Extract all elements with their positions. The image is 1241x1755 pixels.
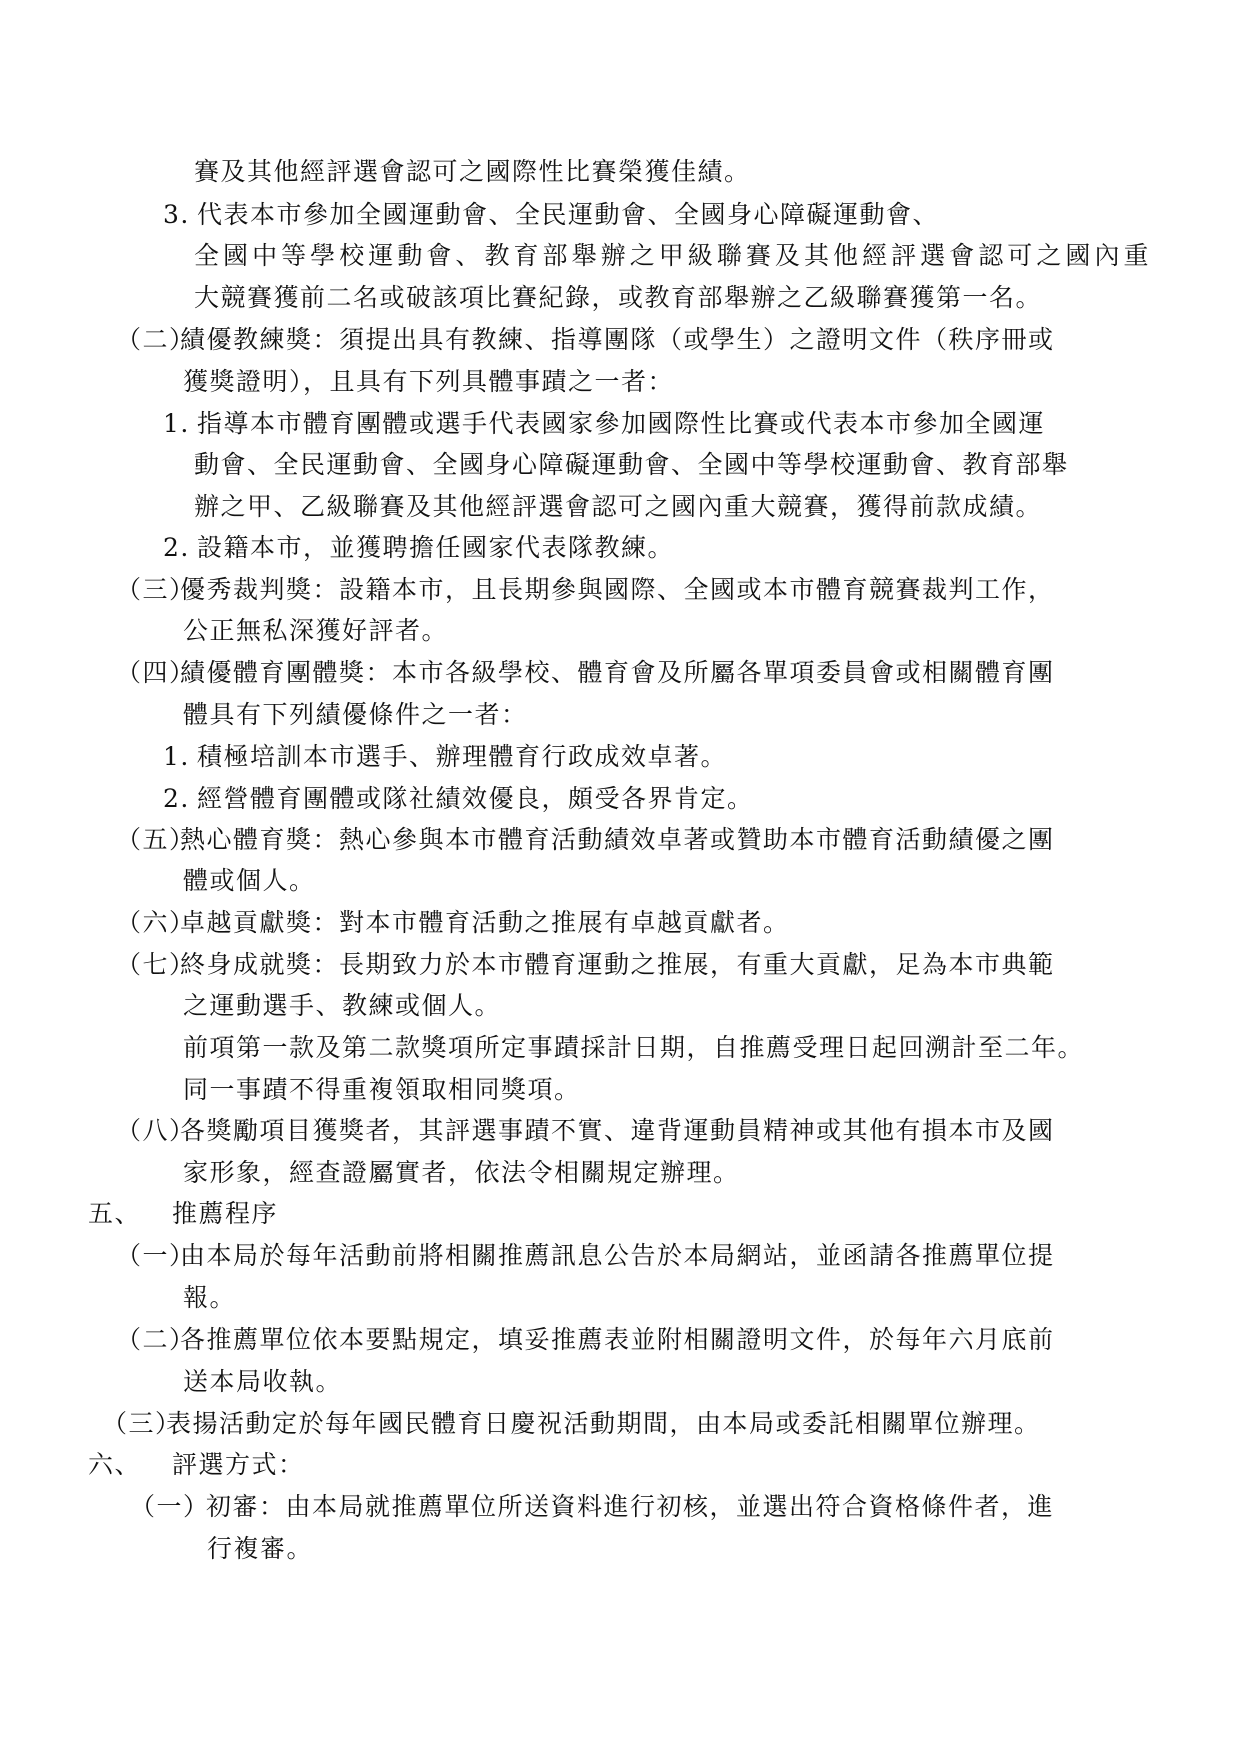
text-line [183,1033,1084,1063]
list-item [116,1325,1055,1355]
line-text: 代表本市參加全國運動會、全民運動會、全國身心障礙運動會、 [197,200,940,229]
section-heading [88,1199,278,1229]
list-item [163,409,1045,439]
text-line [183,367,674,397]
line-text: 同一事蹟不得重複領取相同獎項。 [183,1075,581,1104]
list-item [116,575,1055,605]
list-item [163,784,754,814]
section-title: 推薦程序 [172,1199,279,1228]
line-text: 體或個人。 [183,866,316,895]
list-item [116,1241,1055,1271]
list-number: （八） [116,1116,196,1145]
list-number: 1. [163,742,190,771]
line-text: 績優教練獎：須提出具有教練、指導團隊（或學生）之證明文件（秩序冊或 [180,325,1055,354]
list-number: （六） [116,908,196,937]
line-text: 表揚活動定於每年國民體育日慶祝活動期間，由本局或委託相關單位辦理。 [166,1409,1041,1438]
list-item [116,908,790,938]
list-number: （四） [116,658,196,687]
text-line [183,1075,581,1105]
list-item [163,200,939,230]
line-text: 績優體育團體獎：本市各級學校、體育會及所屬各單項委員會或相關體育團 [180,658,1055,687]
line-text: 行複審。 [207,1534,314,1563]
list-number: （一） [116,1241,196,1270]
text-line [183,1283,236,1313]
list-number: （七） [116,950,196,979]
line-text: 優秀裁判獎：設籍本市，且長期參與國際、全國或本市體育競賽裁判工作， [180,575,1055,604]
line-text: 大競賽獲前二名或破該項比賽紀錄，或教育部舉辦之乙級聯賽獲第一名。 [194,283,1043,312]
list-number: 2. [163,784,190,813]
list-item [130,1492,1054,1522]
text-line [183,866,316,896]
text-line [194,450,1069,480]
line-text: 初審：由本局就推薦單位所送資料進行初核，並選出符合資格條件者，進 [206,1492,1055,1521]
list-number: 2. [163,533,190,562]
line-text: 報。 [183,1283,237,1312]
section-heading [88,1450,305,1480]
text-line [183,1158,740,1188]
line-text: 由本局於每年活動前將相關推薦訊息公告於本局網站，並函請各推薦單位提 [180,1241,1055,1270]
text-line [183,991,501,1021]
list-number: （五） [116,825,196,854]
line-text: 公正無私深獲好評者。 [183,616,449,645]
line-text: 前項第一款及第二款獎項所定事蹟採計日期，自推薦受理日起回溯計至二年。 [183,1033,1085,1062]
list-item [116,658,1055,688]
list-item [116,950,1055,980]
section-title: 評選方式： [172,1450,305,1479]
list-item [116,1116,1055,1146]
text-line [194,241,1150,271]
text-line [183,616,448,646]
line-text: 賽及其他經評選會認可之國際性比賽榮獲佳績。 [194,157,751,186]
list-item [163,742,727,772]
line-text: 經營體育團體或隊社績效優良，頗受各界肯定。 [197,784,754,813]
list-number: （二） [116,1325,196,1354]
text-line [183,1367,342,1397]
line-text: 各推薦單位依本要點規定，填妥推薦表並附相關證明文件，於每年六月底前 [180,1325,1055,1354]
list-number: 1. [163,409,190,438]
list-number: （一） [130,1492,210,1521]
section-number: 六、 [88,1450,142,1479]
text-line [183,700,528,730]
list-item [102,1409,1041,1439]
list-item [116,825,1055,855]
list-item [116,325,1055,355]
line-text: 各獎勵項目獲獎者，其評選事蹟不實、違背運動員精神或其他有損本市及國 [180,1116,1055,1145]
line-text: 送本局收執。 [183,1367,343,1396]
line-text: 辦之甲、乙級聯賽及其他經評選會認可之國內重大競賽，獲得前款成績。 [194,492,1043,521]
section-number: 五、 [88,1199,142,1228]
line-text: 終身成就獎：長期致力於本市體育運動之推展，有重大貢獻，足為本市典範 [180,950,1055,979]
text-line [194,492,1042,522]
text-line [207,1534,313,1564]
line-text: 指導本市體育團體或選手代表國家參加國際性比賽或代表本市參加全國運 [197,409,1046,438]
line-text: 全國中等學校運動會、教育部舉辦之甲級聯賽及其他經評選會認可之國內重 [194,241,1150,270]
list-number: （二） [116,325,196,354]
line-text: 之運動選手、教練或個人。 [183,991,502,1020]
line-text: 獲獎證明），且具有下列具體事蹟之一者： [183,367,675,396]
line-text: 積極培訓本市選手、辦理體育行政成效卓著。 [197,742,728,771]
list-item [163,533,674,563]
line-text: 家形象，經查證屬實者，依法令相關規定辦理。 [183,1158,740,1187]
list-number: （三） [102,1409,182,1438]
line-text: 動會、全民運動會、全國身心障礙運動會、全國中等學校運動會、教育部舉 [194,450,1069,479]
list-number: （三） [116,575,196,604]
line-text: 設籍本市，並獲聘擔任國家代表隊教練。 [197,533,675,562]
line-text: 熱心體育獎：熱心參與本市體育活動績效卓著或贊助本市體育活動績優之團 [180,825,1055,854]
line-text: 體具有下列績優條件之一者： [183,700,528,729]
text-line [194,283,1042,313]
list-number: 3. [163,200,190,229]
line-text: 卓越貢獻獎：對本市體育活動之推展有卓越貢獻者。 [180,908,790,937]
text-line [194,157,751,187]
